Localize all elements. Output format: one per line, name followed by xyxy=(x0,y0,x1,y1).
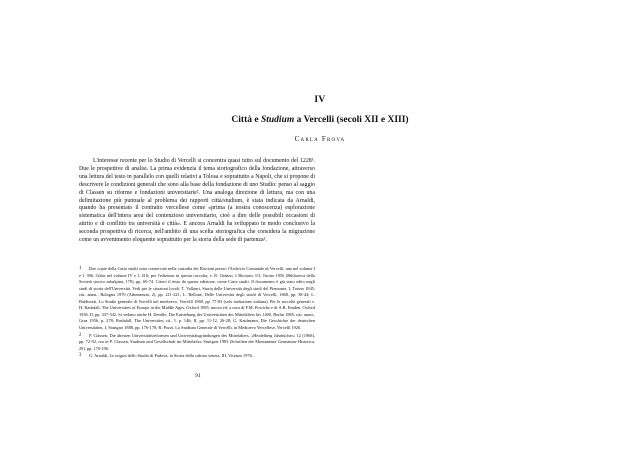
chapter-number: IV xyxy=(314,95,326,105)
footnote xyxy=(79,333,315,353)
footnote xyxy=(79,266,315,331)
footnote-text: G. Arnaldi, Le origini dello Studio di Padova, in Storia della cultura veneta, III, Vicenza 1976, xyxy=(89,353,253,359)
title-italic: Studium xyxy=(260,115,295,125)
footnote-number: 3 xyxy=(79,353,82,359)
title-prefix: Città e xyxy=(231,115,261,125)
body-paragraph: L'interesse recente per lo Studio di Vercelli si concentra quasi tutto sul documento del 1228¹. Due le prospettive di analisi. La prima evidenzia il tema storiografico della fondazione, attraverso una lettura del testo in parallelo con quelli relativi a Tolosa e soprattutto a Napoli, che si propone di descrivere le condizioni generali che sono alla base della fondazione di uno Studio: penso al saggio di Classen su riforme e fondazioni universitarie². Una analoga direzione di lettura, ma con una delimitazione più puntuale al problema dei rapporti città/studium, è stata indicata da Arnaldi, quando ha presentato il contratto vercellese come «prima (a nostra conoscenza) esplorazione sistematica dell'intera area del contenzioso universitario, cioè a dire delle possibili occasioni di attrito e di conflitto tra università e città». E ancora Arnaldi ha sviluppato in modo conclusivo la seconda prospettiva di ricerca, nell'ambito di una scelta storiografica che considera la migrazione come un avvenimento eloquente soprattutto per la storia della sede di partenza³. xyxy=(79,158,315,244)
author-name: Carla Frova xyxy=(294,135,346,143)
page-number: 91 xyxy=(195,373,201,379)
footnote-text: Due copie della Carta studii sono conservate nella custodia dei Biscioni presso l'Archivio Comunale di Vercelli, una nel volume I e I. 396, l'altra nel volume IV e I. 416; per l'edizione in questa raccolta, v. R. Ordano, I Biscioni, I/3, Torino 1956 (Biblioteca della Società storica subalpina, 178), pp. 69-74. Citerò il testo da questa edizione, come Carta studii. Il documento è già stato edito negli studi di storia dell'Università. Vedi per le citazioni locali: T. Vallauri, Storia delle Università degli studi del Piemonte, I, Torino 1845, rist. anast., Bologna 1970 (Athenaeum, 2), pp. 211-221; L. Bellone, Delle Università degli studii di Vercelli, 1868, pp. 38-44; L. Baldisseri, Lo Studio generale di Vercelli nel medioevo, Vercelli 1868, pp. 77-83 (solo traduzione italiana). Per le raccolte generali v. H. Rashdall, The Universities of Europe in the Middle Ages, Oxford 1895, nuova ed. a cura di F.M. Powicke e di A.B. Emden, Oxford 1936, II, pp. 337-342. Si vedano anche H. Denifle, Die Entstehung der Universitäten des Mittelalters bis 1400, Berlin 1885, rist. anast., Graz 1956, p. 278; Rashdall, The Universities cit., I, p. 146; II, pp. 11-12, 26-28; G. Kaufmann, Die Geschichte der deutschen Universitäten, I, Stuttgart 1888, pp. 176-178; R. Pozzi, Lo Studium Generale di Vercelli, in Medioevo Vercellese, Vercelli 1926. xyxy=(79,266,315,330)
footnote-number: 2 xyxy=(79,332,82,338)
footnotes xyxy=(79,266,315,361)
footnote xyxy=(79,353,315,360)
chapter-title xyxy=(0,115,640,125)
title-suffix: a Vercelli (secoli XII e XIII) xyxy=(294,115,409,125)
footnote-number: 1 xyxy=(79,266,82,271)
footnote-text: P. Classen, Die ältesten Universitätsreformen und Universitätsgründungen des Mittelalters, «Heidelberg Jahrbücher» 12 (1968), pp. 72-92, ora in P. Classen, Studium und Gesellschaft im Mittelalter, Stuttgart 1983 (Schriften der Monumenta Germaniae Historica, 29), pp. 170-196. xyxy=(79,332,315,351)
